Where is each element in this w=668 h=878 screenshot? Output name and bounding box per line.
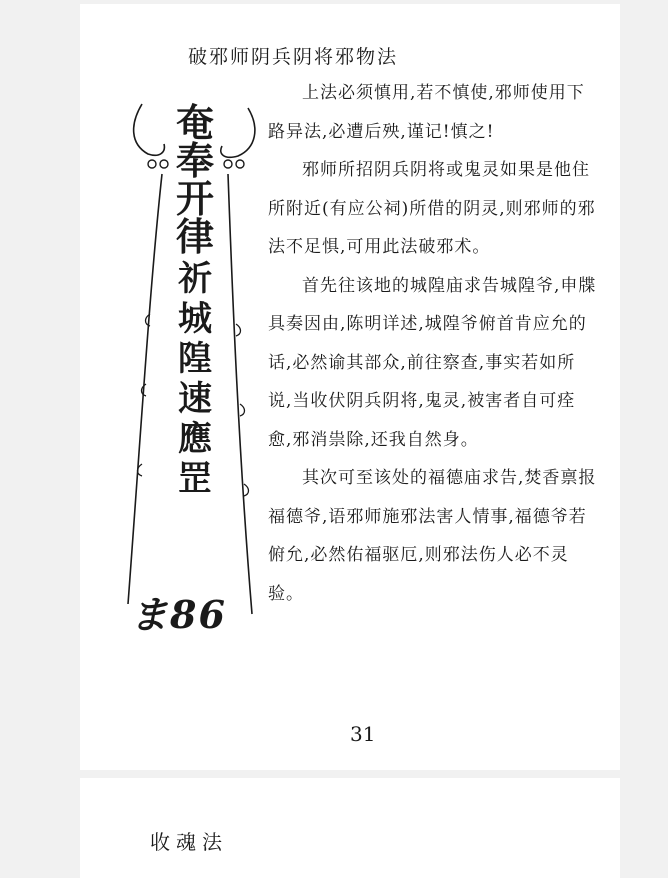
talisman-glyph-5: 祈 [178,259,212,299]
talisman-glyph-7: 隍 [178,339,212,379]
body-text [268,74,598,613]
talisman-glyph-3: 开 [175,176,215,221]
talisman-signature: ま86 [130,592,227,637]
page-31 [80,4,620,770]
paragraph-4: 其次可至该处的福德庙求告,焚香禀报福德爷,语邪师施邪法害人情事,福德爷若俯允,必然佑福驱厄,则邪法伤人必不灵验。 [268,468,597,604]
next-section-title: 收魂法 [150,830,228,854]
talisman-glyph-1: 奄 [175,100,215,145]
page-32 [80,778,620,878]
talisman-glyph-8: 速 [178,379,212,419]
talisman-glyph-6: 城 [178,299,212,339]
paragraph-3: 首先往该地的城隍庙求告城隍爷,申牒具奏因由,陈明详述,城隍爷俯首肯应允的话,必然谕其部众,前往察查,事实若如所说,当收伏阴兵阴将,鬼灵,被害者自可痊愈,邪消祟除,还我自然身。 [268,275,597,450]
section-title: 破邪师阴兵阴将邪物法 [188,46,399,68]
paragraph-1: 上法必须慎用,若不慎使,邪师使用下路异法,必遭后殃,谨记!慎之! [268,83,585,142]
talisman-glyph-9: 應 [178,419,212,459]
paragraph-2: 邪师所招阴兵阴将或鬼灵如果是他住所附近(有应公祠)所借的阴灵,则邪师的邪法不足惧,可用此法破邪术。 [268,160,596,257]
talisman-glyph-4: 律 [175,214,215,259]
talisman-glyph-10: 罡 [178,459,212,499]
page-number: 31 [350,722,376,746]
talisman-glyph-2: 奉 [175,138,215,183]
talisman-figure [120,84,270,644]
